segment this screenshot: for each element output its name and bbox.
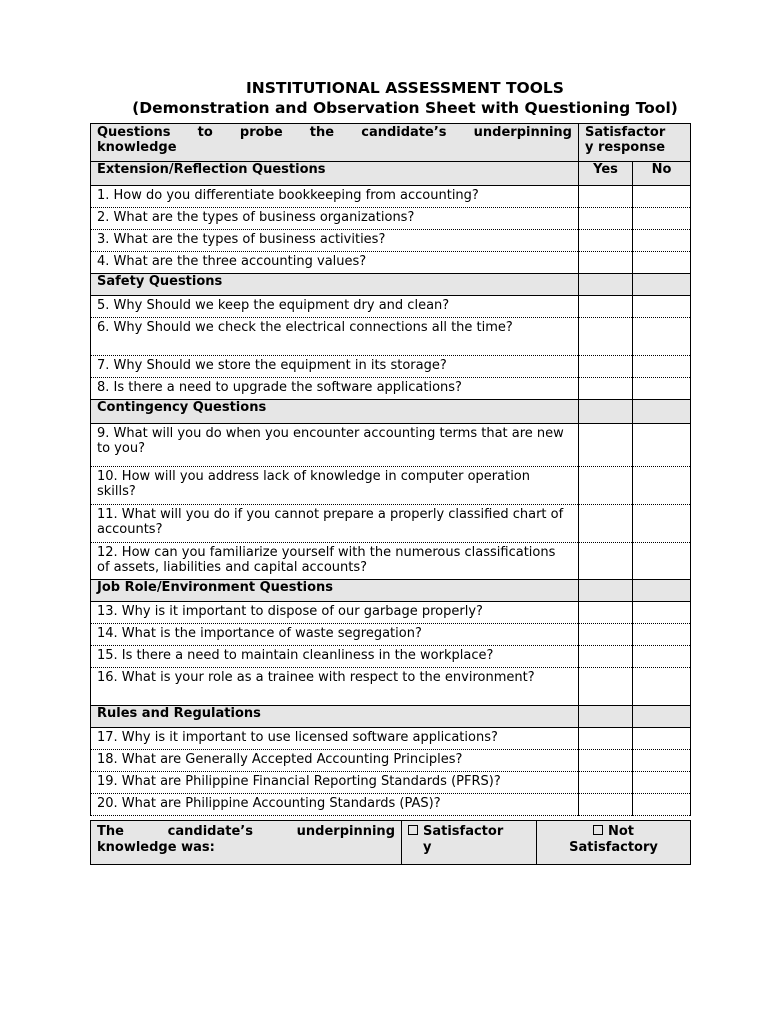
satisfactory-label-line2: y xyxy=(423,840,432,855)
section-title: Contingency Questions xyxy=(91,400,579,424)
no-response-cell[interactable] xyxy=(633,750,691,772)
no-response-cell[interactable] xyxy=(633,296,691,318)
satisfactory-option[interactable] xyxy=(402,821,537,865)
section-empty-cell xyxy=(633,580,691,602)
no-column-header: No xyxy=(633,162,691,186)
yes-response-cell[interactable] xyxy=(579,750,633,772)
satisfactory-checkbox-icon[interactable] xyxy=(408,825,418,835)
section-empty-cell xyxy=(633,274,691,296)
question-text: 9. What will you do when you encounter accounting terms that are new to you? xyxy=(91,424,579,467)
question-text: 4. What are the three accounting values? xyxy=(91,252,579,274)
yes-response-cell[interactable] xyxy=(579,208,633,230)
no-response-cell[interactable] xyxy=(633,794,691,816)
questions-header-line1: Questions to probe the candidate’s underpinning xyxy=(97,125,572,140)
not-satisfactory-option[interactable] xyxy=(537,821,691,865)
question-text: 16. What is your role as a trainee with respect to the environment? xyxy=(91,668,579,706)
question-row xyxy=(91,602,691,624)
yes-response-cell[interactable] xyxy=(579,668,633,706)
no-response-cell[interactable] xyxy=(633,230,691,252)
yes-response-cell[interactable] xyxy=(579,505,633,543)
no-response-cell[interactable] xyxy=(633,252,691,274)
question-text: 5. Why Should we keep the equipment dry and clean? xyxy=(91,296,579,318)
question-row xyxy=(91,750,691,772)
response-header-line2: y response xyxy=(585,140,666,155)
yes-response-cell[interactable] xyxy=(579,424,633,467)
question-text: 10. How will you address lack of knowledge in computer operation skills? xyxy=(91,467,579,505)
no-response-cell[interactable] xyxy=(633,668,691,706)
footer-table xyxy=(90,820,691,865)
section-empty-cell xyxy=(579,580,633,602)
section-row xyxy=(91,400,691,424)
section-row xyxy=(91,162,691,186)
section-empty-cell xyxy=(579,274,633,296)
question-row xyxy=(91,772,691,794)
question-row xyxy=(91,186,691,208)
no-response-cell[interactable] xyxy=(633,424,691,467)
no-response-cell[interactable] xyxy=(633,728,691,750)
question-text: 12. How can you familiarize yourself with the numerous classifications of assets, liabilities and capital accounts? xyxy=(91,543,579,580)
yes-response-cell[interactable] xyxy=(579,356,633,378)
no-response-cell[interactable] xyxy=(633,186,691,208)
footer-label-cell xyxy=(91,821,402,865)
question-row xyxy=(91,230,691,252)
section-row xyxy=(91,580,691,602)
section-row xyxy=(91,706,691,728)
yes-response-cell[interactable] xyxy=(579,728,633,750)
question-text: 8. Is there a need to upgrade the software applications? xyxy=(91,378,579,400)
no-response-cell[interactable] xyxy=(633,602,691,624)
not-satisfactory-label-line1: Not xyxy=(607,824,635,839)
no-response-cell[interactable] xyxy=(633,624,691,646)
footer-label-line2: knowledge was: xyxy=(97,840,215,855)
yes-response-cell[interactable] xyxy=(579,230,633,252)
section-title: Rules and Regulations xyxy=(91,706,579,728)
no-response-cell[interactable] xyxy=(633,646,691,668)
yes-response-cell[interactable] xyxy=(579,794,633,816)
yes-response-cell[interactable] xyxy=(579,624,633,646)
yes-response-cell[interactable] xyxy=(579,296,633,318)
question-row xyxy=(91,424,691,467)
question-row xyxy=(91,668,691,706)
yes-response-cell[interactable] xyxy=(579,543,633,580)
table-header-row xyxy=(91,124,691,162)
yes-response-cell[interactable] xyxy=(579,378,633,400)
questions-header-line2: knowledge xyxy=(97,140,177,155)
question-row xyxy=(91,318,691,356)
question-text: 14. What is the importance of waste segregation? xyxy=(91,624,579,646)
yes-column-header: Yes xyxy=(579,162,633,186)
section-empty-cell xyxy=(633,400,691,424)
no-response-cell[interactable] xyxy=(633,505,691,543)
document-title: INSTITUTIONAL ASSESSMENT TOOLS xyxy=(246,79,564,97)
question-text: 19. What are Philippine Financial Reporting Standards (PFRS)? xyxy=(91,772,579,794)
no-response-cell[interactable] xyxy=(633,772,691,794)
question-text: 2. What are the types of business organizations? xyxy=(91,208,579,230)
section-title: Safety Questions xyxy=(91,274,579,296)
satisfactory-label-line1: Satisfactor xyxy=(423,824,504,839)
section-title: Job Role/Environment Questions xyxy=(91,580,579,602)
question-text: 18. What are Generally Accepted Accounting Principles? xyxy=(91,750,579,772)
questions-header-cell xyxy=(91,124,579,162)
question-text: 11. What will you do if you cannot prepare a properly classified chart of accounts? xyxy=(91,505,579,543)
footer-label-line1: The candidate’s underpinning xyxy=(97,824,395,839)
section-empty-cell xyxy=(633,706,691,728)
question-row xyxy=(91,378,691,400)
yes-response-cell[interactable] xyxy=(579,602,633,624)
no-response-cell[interactable] xyxy=(633,356,691,378)
yes-response-cell[interactable] xyxy=(579,186,633,208)
question-row xyxy=(91,794,691,816)
no-response-cell[interactable] xyxy=(633,208,691,230)
no-response-cell[interactable] xyxy=(633,318,691,356)
question-row xyxy=(91,624,691,646)
question-row xyxy=(91,467,691,505)
question-text: 13. Why is it important to dispose of our garbage properly? xyxy=(91,602,579,624)
response-header-cell xyxy=(579,124,691,162)
question-row xyxy=(91,728,691,750)
question-text: 6. Why Should we check the electrical connections all the time? xyxy=(91,318,579,356)
yes-response-cell[interactable] xyxy=(579,772,633,794)
question-row xyxy=(91,646,691,668)
section-empty-cell xyxy=(579,400,633,424)
yes-response-cell[interactable] xyxy=(579,318,633,356)
question-row xyxy=(91,505,691,543)
questions-table xyxy=(90,123,691,816)
question-text: 20. What are Philippine Accounting Standards (PAS)? xyxy=(91,794,579,816)
question-row xyxy=(91,543,691,580)
yes-response-cell[interactable] xyxy=(579,646,633,668)
section-title: Extension/Reflection Questions xyxy=(91,162,579,186)
question-row xyxy=(91,296,691,318)
question-text: 17. Why is it important to use licensed software applications? xyxy=(91,728,579,750)
section-row xyxy=(91,274,691,296)
section-empty-cell xyxy=(579,706,633,728)
question-row xyxy=(91,208,691,230)
yes-response-cell[interactable] xyxy=(579,467,633,505)
question-row xyxy=(91,252,691,274)
not-satisfactory-label-line2: Satisfactory xyxy=(569,840,658,855)
not-satisfactory-checkbox-icon[interactable] xyxy=(593,825,603,835)
no-response-cell[interactable] xyxy=(633,378,691,400)
response-header-line1: Satisfactor xyxy=(585,125,666,140)
question-text: 15. Is there a need to maintain cleanliness in the workplace? xyxy=(91,646,579,668)
question-text: 1. How do you differentiate bookkeeping from accounting? xyxy=(91,186,579,208)
yes-response-cell[interactable] xyxy=(579,252,633,274)
document-subtitle: (Demonstration and Observation Sheet with Questioning Tool) xyxy=(132,99,678,117)
question-text: 3. What are the types of business activities? xyxy=(91,230,579,252)
no-response-cell[interactable] xyxy=(633,543,691,580)
question-row xyxy=(91,356,691,378)
question-text: 7. Why Should we store the equipment in its storage? xyxy=(91,356,579,378)
no-response-cell[interactable] xyxy=(633,467,691,505)
